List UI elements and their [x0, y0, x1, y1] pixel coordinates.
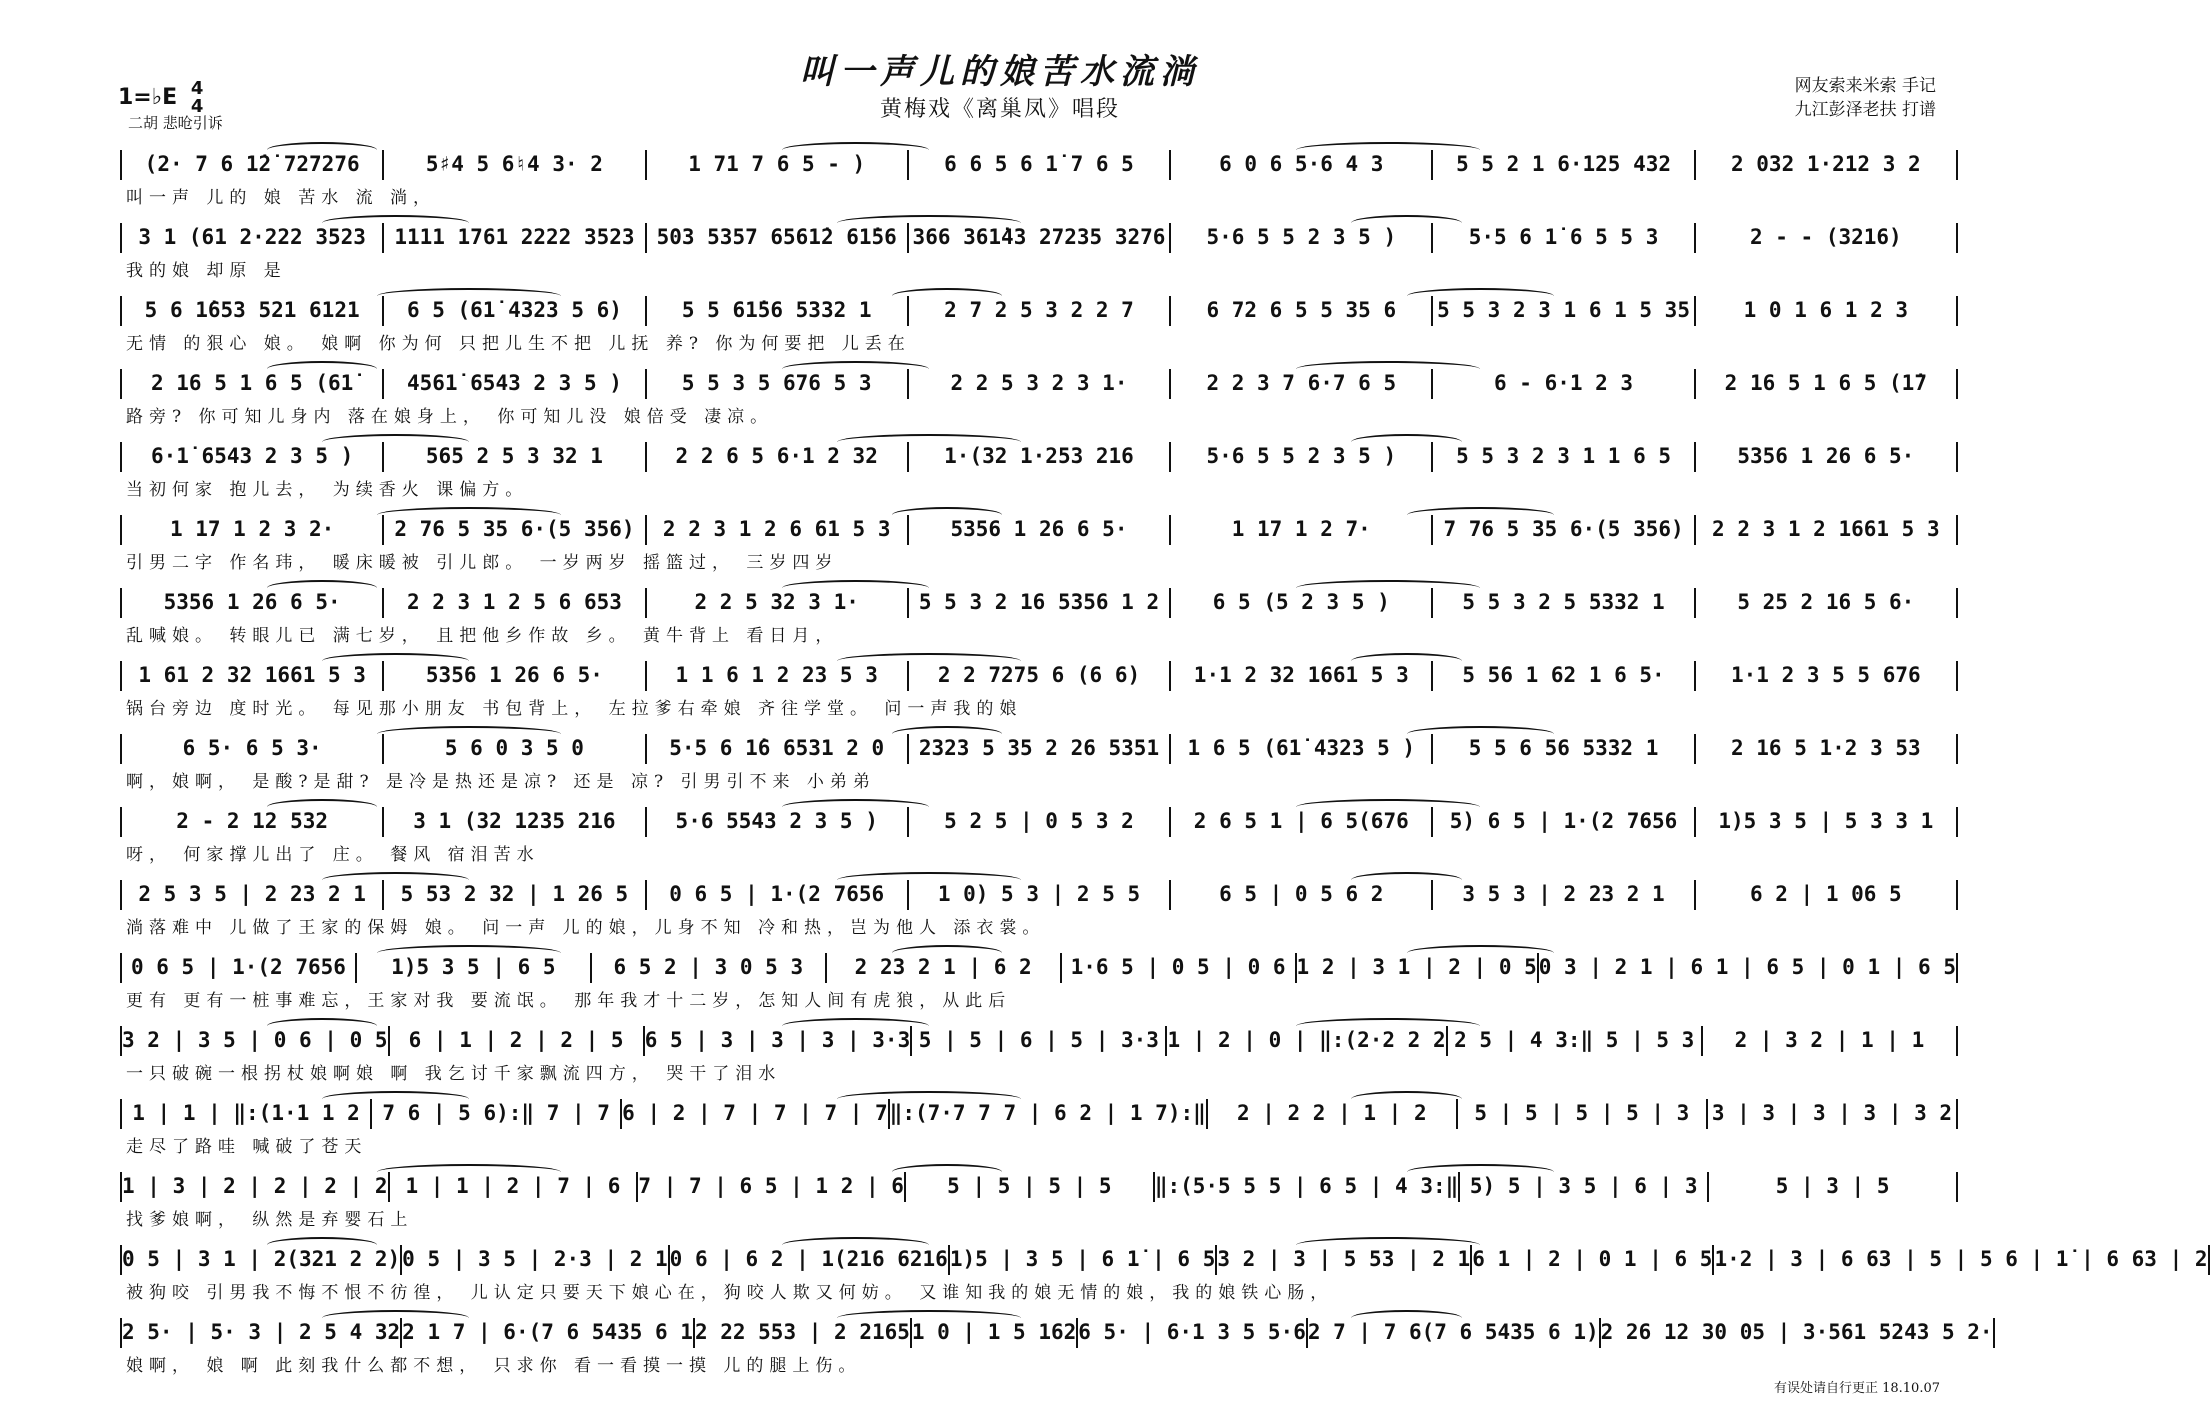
- slur-mark: [1407, 288, 1554, 304]
- slur-mark: [377, 726, 561, 742]
- notation-line: [120, 586, 1958, 620]
- slur-mark: [837, 1091, 1021, 1107]
- bar-line: [1956, 880, 1958, 910]
- measure-group: 4561̇ 6543 2 3 5 ): [406, 371, 622, 395]
- measure-group: 6 - 6·1 2 3: [1494, 371, 1634, 395]
- measure-group: 6 6 5 6 1̇ 7 6 5: [944, 152, 1134, 176]
- slur-mark: [782, 361, 929, 377]
- measure-group: 6 72 6 5 5 35 6: [1206, 298, 1397, 322]
- measure-group: 2 2 3 1 2 6 61 5 3: [662, 517, 891, 541]
- slur-mark: [377, 1164, 561, 1180]
- slur-mark: [782, 1018, 929, 1034]
- measure-group: 366 361̇43 27235 3276: [912, 225, 1166, 249]
- measure-group: 2 1 7 | 6·(7 6 5435 6 1: [402, 1320, 693, 1344]
- measure-group: 6 2 | 1 06 5: [1749, 882, 1902, 906]
- slur-mark: [892, 288, 1002, 304]
- measure-group: 5 5 3 2 16 5356 1 2: [918, 590, 1160, 614]
- measure-group: 1 71 7 6 5 - ): [688, 152, 866, 176]
- measure-group: 5) 5 | 3 5 | 6 | 3: [1469, 1174, 1698, 1198]
- measure-group: 2323 5 35 2 26 5351: [918, 736, 1160, 760]
- bar-line: [1956, 296, 1958, 326]
- time-signature: [191, 80, 204, 116]
- lyric-line: 淌落难中 儿做了王家的保姆 娘。 问一声 儿的娘，儿身不知 冷和热，岂为他人 添衣裳。: [126, 918, 1046, 938]
- measure-group: 5 2 5 | 0 5 3 2: [944, 809, 1134, 833]
- lyric-line: 走尽了路哇 喊破了苍天: [126, 1137, 368, 1157]
- meter-bottom: 4: [190, 96, 204, 117]
- measure-group: 6 5 | 3 | 3 | 3 | 3·3: [644, 1028, 911, 1052]
- credit-line: 九江彭泽老扶 打谱: [1794, 100, 1936, 120]
- slur-mark: [377, 507, 561, 523]
- slur-mark: [1407, 726, 1554, 742]
- score-system: [120, 797, 1958, 870]
- measure-group: 1·2 | 3 | 6 63 | 5 | 5 6 | 1̇ | 6 63 | 2: [1714, 1247, 2208, 1271]
- measure-group: 5 53 2 32 | 1 26 5: [400, 882, 629, 906]
- measure-group: 5 25 2 16 5 6·: [1737, 590, 1915, 614]
- slur-mark: [1351, 1091, 1461, 1107]
- bar-line: [1956, 588, 1958, 618]
- measure-group: 2 23 2 1 | 6 2: [854, 955, 1032, 979]
- slur-mark: [1296, 580, 1480, 596]
- slur-mark: [1296, 1237, 1480, 1253]
- measure-group: 7 6 | 5 6):‖ 7 | 7: [382, 1101, 610, 1125]
- lyric-line: 叫一声 儿的 娘 苦水 流 淌，: [126, 188, 437, 208]
- measure-group: 5 | 5 | 5 | 5: [947, 1174, 1112, 1198]
- slur-mark: [892, 507, 1002, 523]
- slur-mark: [267, 1018, 377, 1034]
- slur-mark: [377, 945, 561, 961]
- measure-group: 6 5 | 0 5 6 2: [1219, 882, 1384, 906]
- measure-group: 3 2 | 3 5 | 0 6 | 0 5: [122, 1028, 388, 1052]
- measure-group: 2 2 6 5 6·1 2 32: [675, 444, 878, 468]
- lyric-line: 一只破碗一根拐杖娘啊娘 啊 我乞讨千家飘流四方， 哭干了泪水: [126, 1064, 782, 1084]
- measure-group: 2 032 1·212 3 2: [1731, 152, 1921, 176]
- measure-group: 2 2 5 3 2 3 1·: [950, 371, 1128, 395]
- key-signature: [118, 80, 203, 116]
- measure-group: 1111 1761 2222 3523: [394, 225, 635, 249]
- bar-line: [1956, 442, 1958, 472]
- slur-mark: [322, 653, 469, 669]
- measure-group: 1 6 5 (61̇ 4323 5 ): [1187, 736, 1416, 760]
- notation-line: [120, 367, 1958, 401]
- measure-group: 5356 1 26 6 5·: [950, 517, 1128, 541]
- notation-line: [120, 1024, 1958, 1058]
- bar-line: [1956, 1026, 1958, 1056]
- bar-line: [1956, 807, 1958, 837]
- measure-group: 1 17 1 2 3 2·: [169, 517, 335, 541]
- bar-line: [1956, 369, 1958, 399]
- score-system: [120, 432, 1958, 505]
- slur-mark: [267, 142, 377, 158]
- bar-line: [1956, 150, 1958, 180]
- measure-group: 5 | 5 | 6 | 5 | 3·3: [918, 1028, 1159, 1052]
- slur-mark: [782, 1237, 929, 1253]
- measure-group: ‖:(7·7 7 7 | 6 2 | 1 7):‖: [889, 1101, 1206, 1125]
- measure-group: 5·5 6 1̇6 6531 2 0: [669, 736, 885, 760]
- measure-group: 1·1 2 3 5 5 676: [1731, 663, 1921, 687]
- measure-group: 3 5 3 | 2 23 2 1: [1462, 882, 1665, 906]
- measure-group: 6 1 | 2 | 0 1 | 6 5: [1472, 1247, 1713, 1271]
- lyric-line: 当初何家 抱儿去， 为续香火 课偏方。: [126, 480, 529, 500]
- measure-group: 6 | 1 | 2 | 2 | 5: [408, 1028, 624, 1052]
- measure-group: 2 5 | 4 3:‖ 5 | 5 3: [1454, 1028, 1695, 1052]
- measure-group: 5 5 3 2 5 5332 1: [1462, 590, 1665, 614]
- measure-group: 2 - - (3216): [1749, 225, 1902, 249]
- measure-group: 5 5 3 2 3 1 1 6 5: [1456, 444, 1672, 468]
- slur-mark: [1351, 653, 1461, 669]
- credits: [1795, 74, 1936, 122]
- meter-top: 4: [190, 78, 204, 99]
- measure-group: 5 5 3 5 676 5 3: [681, 371, 872, 395]
- score-system: [120, 1016, 1958, 1089]
- measure-group: 2 | 2 2 | 1 | 2: [1236, 1101, 1427, 1125]
- lyric-line: 引男二字 作名玮， 暖床暖被 引儿郎。 一岁两岁 摇篮过， 三岁四岁: [126, 553, 839, 573]
- measure-group: 5 5 6 56 5332 1: [1468, 736, 1659, 760]
- measure-group: 5356 1 26 6 5·: [425, 663, 603, 687]
- measure-group: ‖:(5·5 5 5 | 6 5 | 4 3:‖: [1154, 1174, 1459, 1198]
- slur-mark: [267, 361, 377, 377]
- measure-group: 1 2 | 3 1 | 2 | 0 5: [1296, 955, 1537, 979]
- lyric-line: 找爹娘啊， 纵然是弃婴石上: [126, 1210, 414, 1230]
- song-title: 叫一声儿的娘苦水流淌: [800, 52, 1200, 92]
- bar-line: [1956, 734, 1958, 764]
- slur-mark: [1407, 945, 1554, 961]
- measure-group: 2 | 3 2 | 1 | 1: [1734, 1028, 1925, 1052]
- lyric-line: 我的娘 却原 是: [126, 261, 287, 281]
- slur-mark: [782, 799, 929, 815]
- notation-line: [120, 805, 1958, 839]
- lyric-line: 乱喊娘。 转眼儿已 满七岁， 且把他乡作故 乡。 黄牛背上 看日月，: [126, 626, 839, 646]
- lyric-line: 娘啊， 娘 啊 此刻我什么都不想， 只求你 看一看摸一摸 儿的腿上伤。: [126, 1356, 862, 1376]
- measure-group: 1·(32 1·253 216: [944, 444, 1134, 468]
- bar-line: [1956, 223, 1958, 253]
- slur-mark: [322, 872, 469, 888]
- score-system: [120, 505, 1958, 578]
- score-header: [0, 0, 2000, 150]
- bar-line: [1993, 1318, 1995, 1348]
- lyric-line: 更有 更有一桩事难忘，王家对我 要流氓。 那年我才十二岁，怎知人间有虎狼，从此后: [126, 991, 1012, 1011]
- measure-group: 5·6 5543 2 3 5 ): [675, 809, 878, 833]
- score-system: [120, 213, 1958, 286]
- slur-mark: [1407, 1164, 1554, 1180]
- score-system: [120, 651, 1958, 724]
- measure-group: 5) 6 5 | 1·(2 7656: [1449, 809, 1678, 833]
- measure-group: 2 5 3 5 | 2 23 2 1: [138, 882, 366, 906]
- slur-mark: [322, 215, 469, 231]
- lyric-line: 无情 的狠心 娘。 娘啊 你为何 只把儿生不把 儿抚 养? 你为何要把 儿丢在: [126, 334, 911, 354]
- score-system: [120, 359, 1958, 432]
- slur-mark: [267, 1237, 377, 1253]
- measure-group: 2 16 5 1·2 3 53: [1731, 736, 1921, 760]
- measure-group: 2 16 5 1 6 5 (61̇: [150, 371, 354, 395]
- measure-group: 0 6 | 6 2 | 1(216 6216: [669, 1247, 948, 1271]
- measure-group: 6 0 6 5·6 4 3: [1219, 152, 1384, 176]
- measure-group: 6 5· | 6·1 3 5 5·6: [1078, 1320, 1306, 1344]
- slur-mark: [1296, 361, 1480, 377]
- slur-mark: [1351, 434, 1461, 450]
- measure-group: 2 2 3 1 2 1661 5 3: [1712, 517, 1940, 541]
- measure-group: 2 76 5 35 6·(5 356): [394, 517, 635, 541]
- measure-group: 0 3 | 2 1 | 6 1 | 6 5 | 0 1 | 6 5: [1538, 955, 1956, 979]
- lyric-line: 路旁? 你可知儿身内 落在娘身上， 你可知儿没 娘倍受 凄凉。: [126, 407, 774, 427]
- score-system: [120, 578, 1958, 651]
- slur-mark: [1296, 799, 1480, 815]
- measure-group: 5 6 0 3 5 0: [444, 736, 584, 760]
- measure-group: 5 5 61̇56 5332 1: [681, 298, 872, 322]
- slur-mark: [322, 1310, 469, 1326]
- slur-mark: [837, 1310, 1021, 1326]
- measure-group: 1)5 3 5 | 6 5: [391, 955, 556, 979]
- measure-group: 5356 1 26 6 5·: [1737, 444, 1915, 468]
- bar-line: [1956, 953, 1958, 983]
- bar-line: [1956, 1172, 1958, 1202]
- measure-group: 565 2 5 3 32 1: [425, 444, 603, 468]
- slur-mark: [782, 142, 929, 158]
- score-system: [120, 724, 1958, 797]
- measure-group: 1 61 2 32 1661 5 3: [138, 663, 366, 687]
- slur-mark: [1296, 142, 1480, 158]
- measure-group: 1 17 1 2 7·: [1231, 517, 1371, 541]
- measure-group: 1 0) 5 3 | 2 5 5: [937, 882, 1141, 906]
- slur-mark: [322, 1091, 469, 1107]
- slur-mark: [837, 434, 1021, 450]
- measure-group: 6 | 2 | 7 | 7 | 7 | 7: [622, 1101, 888, 1125]
- measure-group: 6 5 (61̇ 4323 5 6): [406, 298, 622, 322]
- measure-group: 2 - 2 12 532: [176, 809, 328, 833]
- slur-mark: [1351, 872, 1461, 888]
- measure-group: 3 1 (61 2·222 3523: [138, 225, 366, 249]
- lyric-line: 被狗咬 引男我不悔不恨不彷徨， 儿认定只要天下娘心在，狗咬人欺又何妨。 又谁知我的娘无情的娘，我的娘铁心肠，: [126, 1283, 1334, 1303]
- measure-group: 2 5· | 5· 3 | 2 5 4 32: [122, 1320, 401, 1344]
- measure-group: 2 2 5 32 3 1·: [694, 590, 859, 614]
- measure-group: 503 5357 6561̇2 61̇56: [656, 225, 897, 249]
- measure-group: 5 | 3 | 5: [1775, 1174, 1890, 1198]
- measure-group: 5·5 6 1̇ 6 5 5 3: [1468, 225, 1659, 249]
- bar-line: [1956, 1099, 1958, 1129]
- measure-group: 5♯4 5 6♮4 3· 2: [425, 152, 603, 176]
- measure-group: 3 2 | 3 | 5 53 | 2 1: [1217, 1247, 1471, 1271]
- score-system: [120, 1162, 1958, 1235]
- measure-group: 0 6 5 | 1·(2 7656: [130, 955, 346, 979]
- slur-mark: [892, 1164, 1002, 1180]
- score-system: [120, 286, 1958, 359]
- slur-mark: [267, 580, 377, 596]
- measure-group: 5·6 5 5 2 3 5 ): [1206, 225, 1397, 249]
- slur-mark: [892, 945, 1002, 961]
- bar-line: [1956, 515, 1958, 545]
- measure-group: 1 | 1 | ‖:(1·1 1 2: [132, 1101, 360, 1125]
- measure-group: 1 0 1 6 1 2 3: [1743, 298, 1909, 322]
- bar-line: [2208, 1245, 2210, 1275]
- measure-group: 1 | 2 | 0 | ‖:(2·2 2 2: [1167, 1028, 1446, 1052]
- slur-mark: [837, 215, 1021, 231]
- footer-note: 有误处请自行更正 18.10.07: [1773, 1381, 1940, 1396]
- lyric-line: 呀， 何家撑儿出了 庄。 餐风 宿泪苦水: [126, 845, 540, 865]
- measure-group: 2 16 5 1 6 5 (1̇7: [1724, 371, 1927, 395]
- measure-group: 6 5· 6 5 3·: [182, 736, 322, 760]
- measure-group: 0 5 | 3 1 | 2(321 2 2): [122, 1247, 401, 1271]
- slur-mark: [837, 872, 1021, 888]
- measure-group: 1)5 | 3 5 | 6 1̇ | 6 5: [949, 1247, 1216, 1271]
- measure-group: 1)5 3 5 | 5 3 3 1: [1718, 809, 1934, 833]
- measure-group: 5 5 3 2 3 1 6 1 5 35: [1437, 298, 1690, 322]
- credit-line: 网友索来米索 手记: [1794, 76, 1936, 96]
- measure-group: 2 7 | 7 6(7 6 5435 6 1): [1307, 1320, 1599, 1344]
- slur-mark: [322, 434, 469, 450]
- measure-group: 2 6 5 1 | 6 5(676: [1193, 809, 1409, 833]
- measure-group: 5 | 5 | 5 | 5 | 3: [1474, 1101, 1690, 1125]
- bar-line: [1956, 661, 1958, 691]
- measure-group: 5356 1 26 6 5·: [163, 590, 341, 614]
- measure-group: 7 | 7 | 6 5 | 1 2 | 6: [638, 1174, 904, 1198]
- slur-mark: [1351, 215, 1461, 231]
- key-label: 1=♭E: [118, 85, 178, 110]
- score-system: [120, 140, 1958, 213]
- measure-group: 3 1 (32 1235 216: [413, 809, 616, 833]
- measure-group: 1 | 3 | 2 | 2 | 2 | 2: [122, 1174, 388, 1198]
- measure-group: 0 5 | 3 5 | 2·3 | 2 1: [402, 1247, 668, 1271]
- measure-group: 6 5 (5 2 3 5 ): [1212, 590, 1390, 614]
- score-systems: [120, 140, 2208, 1381]
- slur-mark: [1296, 1018, 1480, 1034]
- score-system: [120, 1308, 1993, 1381]
- measure-group: 1·1 2 32 1661 5 3: [1193, 663, 1409, 687]
- notation-line: [120, 1243, 2208, 1277]
- measure-group: 5·6 5 5 2 3 5 ): [1206, 444, 1397, 468]
- measure-group: 2 2 3 7 6·7 6 5: [1206, 371, 1397, 395]
- measure-group: 1 | 1 | 2 | 7 | 6: [405, 1174, 621, 1198]
- score-system: [120, 1235, 2208, 1308]
- slur-mark: [267, 799, 377, 815]
- measure-group: 5 6 1̇653 521 6121: [144, 298, 360, 322]
- slur-mark: [892, 726, 1002, 742]
- score-system: [120, 943, 1958, 1016]
- measure-group: 1 0 | 1 5 162: [911, 1320, 1077, 1344]
- score-system: [120, 870, 1958, 943]
- notation-line: [120, 148, 1958, 182]
- measure-group: 3 | 3 | 3 | 3 | 3 2: [1711, 1101, 1953, 1125]
- measure-group: (2· 7 6 1̇2̇ 727276: [144, 152, 360, 176]
- slur-mark: [377, 288, 561, 304]
- slur-mark: [1351, 1310, 1461, 1326]
- score-system: [120, 1089, 1958, 1162]
- measure-group: 2 26 12 30 05 | 3·561 5243 5 2·: [1600, 1320, 1993, 1344]
- slur-mark: [782, 580, 929, 596]
- slur-mark: [1407, 507, 1554, 523]
- measure-group: 2 2 7275 6 (6 6): [937, 663, 1141, 687]
- measure-group: 1 1 6 1 2 23 5 3: [675, 663, 878, 687]
- measure-group: 1·6 5 | 0 5 | 0 6: [1070, 955, 1286, 979]
- measure-group: 2 2 3 1 2 5 6 653: [406, 590, 622, 614]
- measure-group: 2 22 553 | 2 2165: [694, 1320, 910, 1344]
- lyric-line: 啊，娘啊， 是酸?是甜? 是冷是热还是凉? 还是 凉? 引男引不来 小弟弟: [126, 772, 876, 792]
- measure-group: 5 56 1 62 1 6 5·: [1462, 663, 1665, 687]
- lyric-line: 锅台旁边 度时光。 每见那小朋友 书包背上， 左拉爹右牵娘 齐往学堂。 问一声我的娘: [126, 699, 1023, 719]
- intro-instruction: 二胡 悲呛引诉: [128, 114, 223, 132]
- slur-mark: [837, 653, 1021, 669]
- measure-group: 0 6 5 | 1·(2 7656: [669, 882, 885, 906]
- measure-group: 2 7 2 5 3 2 2 7: [944, 298, 1134, 322]
- measure-group: 6·1̇ 6543 2 3 5 ): [150, 444, 354, 468]
- song-subtitle: 黄梅戏《离巢凤》唱段: [879, 97, 1120, 122]
- measure-group: 6 5 2 | 3 0 5 3: [613, 955, 804, 979]
- measure-group: 5 5 2 1 6·125 432: [1456, 152, 1672, 176]
- measure-group: 7 76 5 35 6·(5 356): [1443, 517, 1684, 541]
